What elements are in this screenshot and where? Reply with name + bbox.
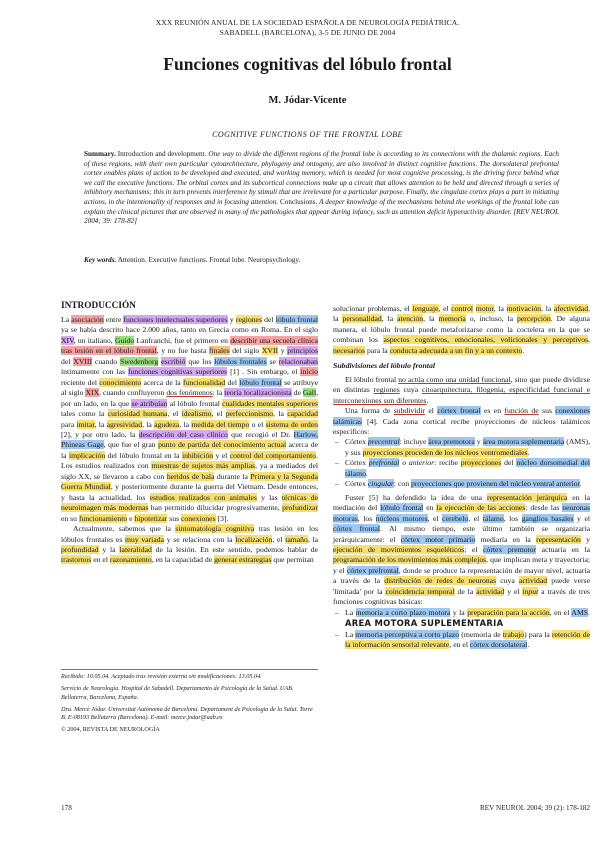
highlighted-phrase: percepción (517, 314, 551, 324)
highlighted-phrase: se atribuían (131, 398, 168, 408)
text-run: . (579, 479, 582, 489)
cognitive-functions-list (333, 608, 590, 651)
text-run: cuando (92, 356, 120, 366)
text-run: Lanfranchi, fue el primero en (134, 335, 231, 345)
highlighted-phrase: córtex frontal (437, 406, 481, 416)
text-run: , y posteriormente durante la guerra del Vietnam. Desde entonces, y hasta la actualidad, los (61, 482, 318, 502)
text-run: del (225, 377, 240, 387)
underlined-phrase: no actúa como una unidad funcional (398, 374, 511, 384)
list-item (333, 630, 590, 651)
text-run: , que implican meta y trayectoria; y el (333, 555, 590, 575)
keywords (84, 256, 559, 266)
highlighted-phrase: atención (397, 314, 424, 324)
highlighted-phrase: perfeccionismo (225, 409, 274, 419)
highlighted-phrase: sintomatología cognitiva (175, 524, 255, 534)
text-run: sus (538, 406, 556, 416)
highlighted-phrase: imitar (76, 419, 95, 429)
highlighted-phrase: hipotetizar (134, 513, 168, 523)
underlined-phrase: regiones (373, 385, 400, 395)
text-run: de la lesión. En este sentido, podemos hablar de (151, 544, 318, 554)
text-run: , en la capacidad de (151, 555, 215, 565)
text-run: y el (504, 586, 523, 596)
highlighted-phrase: control (451, 304, 474, 313)
highlighted-phrase: funcionalidad (182, 377, 226, 387)
text-run: : la (212, 388, 225, 398)
text-run: del siglo (229, 346, 262, 356)
text-run: que recogió el Dr. (227, 429, 294, 439)
highlighted-phrase: ejecución de movimientos esqueléticos (333, 544, 465, 554)
highlighted-phrase: cualidades mentales superiores (222, 398, 318, 408)
text-run: del (61, 356, 74, 366)
highlighted-phrase: memoria a corto plazo motora (355, 607, 451, 617)
text-run: , la (541, 304, 554, 313)
text-run: y el (573, 513, 590, 523)
highlighted-phrase: implicación (68, 450, 106, 460)
text-run: del lóbulo frontal en la (105, 450, 182, 460)
highlighted-phrase: funciones intelectuales superiores (123, 315, 228, 324)
highlighted-phrase: lenguaje (412, 304, 439, 313)
text-run: La (345, 629, 356, 639)
highlighted-phrase: trabajo (502, 629, 525, 639)
text-run: acerca de la (61, 440, 318, 460)
list-item (333, 479, 590, 489)
highlighted-phrase: aspectos cognitivos, emocionales, volicionales y perceptivos (383, 335, 589, 345)
text-run: La (61, 315, 72, 324)
highlighted-phrase: funciones cognitivas superiores (128, 367, 228, 377)
highlighted-phrase: teoría localizacionista (224, 388, 292, 398)
highlighted-phrase: agresividad (106, 419, 143, 429)
text-run: , que fue el gran (103, 440, 159, 450)
text-run: . (588, 607, 590, 617)
highlighted-phrase: prefrontal (368, 458, 400, 468)
highlighted-phrase: coincidencia temporal (385, 586, 455, 596)
text-run: Córtex (345, 437, 368, 447)
section-heading-introduccion: INTRODUCCIÓN (61, 301, 136, 311)
highlighted-phrase: capacidad (287, 409, 318, 419)
highlighted-phrase: conexiones talámicas (333, 406, 590, 426)
text-run: y la (450, 607, 468, 617)
highlighted-phrase: control del comportamiento (229, 450, 317, 460)
received-note: Recibido: 10.05.04. Aceptado tras revisión externa sin modificaciones: 13.05.04. (61, 673, 262, 680)
highlighted-phrase: córtex motor primario (400, 534, 476, 544)
highlighted-phrase: conocimiento (99, 377, 142, 387)
keywords-label: Key words. (84, 256, 117, 264)
text-run: e (127, 513, 135, 523)
highlighted-phrase: preparación para la acción (467, 607, 550, 617)
highlighted-phrase: razonamiento (109, 555, 152, 565)
text-run: , la (179, 419, 192, 429)
text-run: en el (91, 555, 110, 565)
text-run: ; el (464, 544, 484, 554)
text-run: [3]. (215, 513, 229, 523)
text-run: , la (273, 409, 288, 419)
text-run: o, incluso, la (465, 314, 517, 324)
highlighted-phrase: agudeza (154, 419, 180, 429)
text-run: , la (423, 314, 439, 324)
list-item (333, 608, 590, 630)
text-run: (AMS), y sus (345, 437, 590, 457)
highlighted-phrase: ganglios basales (521, 513, 574, 523)
highlighted-phrase: proyecciones (460, 458, 502, 468)
text-run: para la (365, 345, 390, 355)
highlighted-phrase: generar estrategias (214, 555, 272, 565)
text-run: , los (503, 513, 522, 523)
highlighted-phrase: cingular (367, 479, 394, 489)
text-run: , en el (549, 607, 572, 617)
text-run: de (291, 388, 303, 398)
text-run: Córtex (345, 458, 369, 468)
highlighted-phrase: núcleos motores (375, 513, 428, 523)
highlighted-phrase: muy variada (125, 534, 164, 544)
highlighted-phrase: curiosidad humana (107, 409, 168, 419)
text-run: y se relaciona con la (164, 534, 236, 544)
text-run: puede verse 'limitada' por la (333, 576, 591, 596)
highlighted-phrase: lóbulo frontal (380, 503, 424, 513)
footnotes (61, 673, 318, 739)
highlighted-phrase: muestras de sujetos más amplias (151, 461, 256, 471)
text-run: en la mediación del (333, 492, 590, 513)
highlighted-phrase: profundidad (61, 544, 99, 554)
text-run: ya se había descrito hace 2.000 años, tanto en Grecia como en Roma. En el siglo (61, 325, 318, 335)
text-run: solucionar problemas, el (333, 304, 413, 313)
paper-title: Funciones cognitivas del lóbulo frontal (163, 54, 452, 74)
text-run: Una forma de (345, 406, 394, 416)
text-run: , por un lado, en la que (61, 388, 319, 408)
text-run: se atribuye al siglo (61, 377, 318, 398)
highlighted-phrase: input (522, 586, 539, 596)
text-run: [1] . Sin embargo, el (227, 367, 301, 377)
highlighted-phrase: técnicas de neuroimagen más modernas (61, 492, 319, 513)
text-run: cuya (399, 385, 423, 395)
correspondence-note: Dra. Mercè Jódar. Universitat Autònoma de Barcelona. Departament de Psicologia de la Salut. Torre B. E-08193 Bellaterra (Barcelona). E-mail: merce.jodar@uab.es (61, 705, 313, 722)
running-header-line-1: XXX REUNIÓN ANUAL DE LA SOCIEDAD ESPAÑOLA DE NEUROLOGÍA PEDIÁTRICA. (155, 18, 460, 27)
text-run: a través de tres funciones cognitivas básicas: (333, 586, 590, 607)
list-item (333, 458, 590, 479)
text-run: acerca de la (141, 377, 183, 387)
text-run: . De alguna manera, el lóbulo frontal puede metaforizarse como la coctelera en la que se combinan los (333, 314, 590, 345)
running-header (0, 18, 615, 38)
highlighted-phrase: retención de la información sensorial relevante (345, 629, 590, 650)
highlighted-phrase: profundizar (282, 503, 319, 513)
text-run: , los (357, 513, 376, 523)
text-run: , el (427, 513, 443, 523)
list-item (333, 437, 590, 458)
text-run: de la (454, 586, 477, 596)
text-run: : incluye (399, 437, 429, 447)
left-column (61, 300, 318, 566)
text-run: : con (393, 479, 412, 489)
text-run: del (501, 458, 517, 468)
text-run: y la (98, 544, 120, 554)
text-run: , la (333, 304, 590, 324)
keywords-text: Attention. Executive functions. Frontal lobe. Neuropsychology. (116, 256, 301, 264)
paper-author: M. Jódar-Vicente (268, 95, 347, 106)
text-run: , la (381, 314, 398, 324)
text-run: íntimamente con las (61, 367, 129, 377)
text-run: y (474, 437, 483, 447)
text-run: , la (94, 419, 107, 429)
text-run: Actualmente, sabemos que la (73, 524, 176, 534)
text-run: , cuando confluyeron (99, 388, 167, 398)
running-header-line-2: SABADELL (BARCELONA), 3-5 DE JUNIO DE 2004 (219, 28, 396, 37)
text-run: : desde las (525, 503, 563, 513)
highlighted-phrase: medida del tiempo (191, 419, 250, 429)
text-run: [2], y por otro lado, la (61, 429, 139, 439)
text-run: y (580, 534, 591, 544)
abstract-conclusions-label: Conclusions. (278, 197, 318, 206)
text-run: o anterior (399, 458, 435, 468)
highlighted-phrase: conducta adecuada a un fin y a un contexto (389, 345, 523, 355)
abstract-summary-label: Summary. (84, 150, 116, 158)
text-run: , el (211, 409, 226, 419)
text-run: . Los estudios realizados con (61, 450, 318, 471)
highlighted-phrase: describir una secuela clínica tras lesión en el lóbulo frontal (61, 335, 318, 356)
underlined-phrase: dos fenómenos (166, 388, 213, 398)
footnote-rule (61, 669, 318, 670)
intro-paragraph-2 (61, 524, 318, 566)
highlighted-phrase: descripción del caso clínico (138, 429, 228, 439)
copyright-note: © 2004, REVISTA DE NEUROLOGÍA (61, 726, 160, 734)
abstract-intro-text: One way to divide the different regions of the frontal lobe is according to its connections with the thalamic regions. Each of these regions, with their own particular cytoarchitecture, phylogeny and ontogeny, are also involved in distinct cognitive functions. The dorsolateral prefrontal cortex enables plans of action to be developed and executed, and working memory, which is needed for most cognitive processing, is the driving force behind what we call the executive functions. The orbital cortex and its subcortical connections make up a circuit that allows attention to be held and directed through a series of inhibitory mechanisms; this in turn prevents interference by stimuli that are irrelevant for a particular purpose. Finally, the cingulate cortex plays a part in initiating actions, in the intentionality of responses and in focusing attention. (84, 150, 559, 206)
text-run: es en (480, 406, 505, 416)
highlighted-phrase: distribución de redes de neuronas (384, 576, 497, 586)
highlighted-phrase: XVII (261, 346, 279, 356)
handwritten-annotation: AREA MOTORA SUPLEMENTARIA (345, 618, 504, 629)
text-run: y (227, 315, 236, 324)
text-run: ) para la (524, 629, 552, 639)
text-run: del (261, 315, 276, 324)
highlighted-phrase: lóbulos frontales (214, 356, 267, 366)
text-run: , ya a mediados del siglo XX, se llevaron a cabo con (61, 461, 318, 481)
highlighted-phrase: XVIII (73, 356, 93, 366)
text-run: . (527, 447, 530, 457)
highlighted-phrase: neuronas motoras (333, 503, 591, 523)
highlighted-phrase: conexiones (181, 513, 216, 523)
highlighted-phrase: escribió (161, 356, 186, 366)
text-run: al lóbulo frontal (167, 398, 223, 408)
highlighted-phrase: asociación (71, 315, 104, 324)
affiliation-note: Servicio de Neurología. Hospital de Sabadell. Departamento de Psicología de la Salud. UAB. Bellaterra, Barcelona, España. (61, 685, 294, 701)
highlighted-phrase: Primera y la Segunda Guerra Mundial (61, 471, 318, 492)
text-run: reciente del (61, 377, 100, 387)
right-column (333, 304, 590, 651)
highlighted-phrase: punto de partida del conocimiento actual (158, 440, 287, 450)
thalamic-projections-list (333, 437, 590, 489)
text-run: Córtex (345, 479, 368, 489)
text-run: [4]. Cada zona cortical recibe proyecciones de núcleos talámicos específicos: (333, 416, 590, 436)
highlighted-phrase: núcleo dorsomedial del tálamo (345, 458, 590, 478)
subdivisiones-paragraph-2 (333, 406, 590, 437)
text-run: . (522, 345, 525, 355)
highlighted-phrase: cerebelo (442, 513, 469, 523)
text-run: El lóbulo frontal (345, 374, 399, 384)
highlighted-phrase: trastornos (61, 555, 92, 565)
highlighted-phrase: personalidad (342, 314, 382, 324)
highlighted-phrase: la ejecución de las acciones (436, 503, 526, 513)
highlighted-phrase: XIX (85, 388, 100, 398)
text-run: tras lesión en los lóbulos frontales es (61, 524, 318, 544)
underlined-phrase: función de (504, 406, 539, 416)
text-run: se (266, 356, 279, 366)
highlighted-phrase: XIV (61, 335, 74, 345)
highlighted-phrase: precentral (367, 437, 400, 447)
highlighted-phrase: lóbulo frontal (275, 315, 318, 324)
highlighted-phrase: memoria perceptiva a corto plazo (355, 629, 460, 639)
text-run: , la (307, 534, 319, 544)
text-run: entre (103, 315, 124, 324)
text-run: La (345, 607, 356, 617)
text-run: , sino que puede dividirse en distintas (333, 374, 590, 395)
text-run: mediaría en la (475, 534, 537, 544)
highlighted-phrase: finales (209, 346, 230, 356)
highlighted-phrase: Gall (302, 388, 317, 398)
text-run: durante la (214, 471, 251, 481)
highlighted-phrase: Guido (114, 335, 135, 345)
page-number: 178 (61, 804, 72, 812)
highlighted-phrase: tálamo (482, 513, 504, 523)
highlighted-phrase: inicio (300, 367, 318, 377)
highlighted-phrase: proyecciones proceden de los núcleos ventromediales (362, 447, 528, 457)
highlighted-phrase: córtex frontal (333, 524, 381, 534)
text-run: , la (493, 304, 507, 313)
highlighted-phrase: AMS (571, 607, 589, 617)
text-run: que los (185, 356, 215, 366)
highlighted-phrase: programación de los movimientos más complejos (333, 555, 487, 565)
text-run: y el (213, 450, 230, 460)
text-run: , el (468, 513, 483, 523)
highlighted-phrase: sistema de orden (265, 419, 318, 429)
highlighted-phrase: Swedenborg (120, 356, 159, 366)
highlighted-phrase: regiones (235, 315, 262, 324)
text-run: , y no fue hasta (156, 346, 210, 356)
text-run: , la (142, 419, 155, 429)
highlighted-phrase: principios (287, 346, 318, 356)
text-run: (memoria de (459, 629, 503, 639)
highlighted-phrase: actividad (476, 586, 505, 596)
text-run: actuaría en la (536, 544, 590, 554)
highlighted-phrase: córtex premotor (483, 544, 537, 554)
highlighted-phrase: lateralidad (119, 544, 152, 554)
highlighted-phrase: área premotora (428, 437, 475, 447)
text-run: tales como la (61, 409, 108, 419)
text-run: en (423, 503, 437, 513)
text-run: sus (167, 513, 181, 523)
highlighted-phrase: córtex dorsolateral (469, 640, 528, 650)
highlighted-phrase: proyecciones que provienen del núcleo ventral anterior (411, 479, 580, 489)
highlighted-phrase: heridos de bala (166, 471, 215, 481)
highlighted-phrase: lóbulo frontal (239, 377, 282, 387)
highlighted-phrase: necesarios (333, 345, 366, 355)
subdivisiones-paragraph-1 (333, 375, 590, 406)
underlined-phrase: citoarquitectura, filogenia, especificidad funcional e interconexiones son diferentes (333, 385, 590, 405)
text-run: han permitido dilucidar progresivamente, (148, 503, 283, 513)
fuster-paragraph (333, 493, 590, 608)
highlighted-phrase: idealismo (181, 409, 212, 419)
text-run: , el (272, 534, 286, 544)
text-run: . (365, 468, 368, 478)
text-run: y las (256, 492, 282, 502)
text-run: , donde se produce la representación de mayor nivel, actuaría a través de la (333, 565, 590, 586)
highlighted-phrase: estudios realizados con animales (149, 492, 257, 502)
text-run: y (278, 346, 288, 356)
underlined-phrase: subdividir (393, 406, 425, 416)
text-run: , el (167, 409, 182, 419)
text-run: Fuster [5] ha defendido la idea de una (345, 492, 487, 502)
text-run: o el (249, 419, 266, 429)
intro-paragraph-1 (61, 315, 318, 524)
text-run: : recibe (434, 458, 461, 468)
text-run: , (588, 335, 590, 345)
text-run: cuya (496, 576, 519, 586)
text-run: para (61, 419, 77, 429)
highlighted-phrase: área motora suplementaria (482, 437, 565, 447)
text-run: que permitan (271, 555, 314, 565)
abstract-citation: [REV NEUROL 2004; 39: 178-82] (84, 207, 559, 226)
abstract (84, 150, 559, 227)
highlighted-phrase: tamaño (285, 534, 308, 544)
subheading-subdivisiones: Subdivisiones del lóbulo frontal (333, 361, 436, 371)
text-run: . Al mismo tiempo, este último también se organizaría jerárquicamente: el (333, 524, 591, 544)
highlighted-phrase: inhibición (181, 450, 214, 460)
highlighted-phrase: localización (235, 534, 273, 544)
highlighted-phrase: representación jerárquica (486, 492, 568, 502)
text-run: . (527, 640, 530, 650)
highlighted-phrase: memoria (438, 314, 466, 324)
highlighted-phrase: motor (475, 304, 494, 313)
abstract-conclusions-text: A deeper knowledge of the mechanisms behind the workings of the frontal lobe can explain the clinical pictures that are observed in many of the pathologies that appear during infancy, such as attention deficit hyperactivity disorder. (84, 197, 559, 216)
text-run: , un italiano, (73, 335, 115, 345)
text-run: en su (61, 513, 79, 523)
highlighted-phrase: relacionaban (278, 356, 319, 366)
highlighted-phrase: Harlow, Phineas Gage (61, 429, 318, 450)
highlighted-phrase: córtex prefrontal (346, 565, 399, 575)
text-run: , el (438, 304, 452, 313)
text-run: . (426, 395, 429, 405)
highlighted-phrase: representación (536, 534, 581, 544)
text-run: , en el (449, 640, 470, 650)
highlighted-phrase: afectividad (553, 304, 589, 313)
highlighted-phrase: motivación (506, 304, 542, 313)
abstract-intro-label: Introduction and development. (115, 150, 207, 158)
journal-reference: REV NEUROL 2004; 39 (2): 178-182 (479, 804, 590, 812)
highlighted-phrase: funcionamiento (78, 513, 128, 523)
body-paragraph-continued (333, 304, 590, 356)
highlighted-phrase: actividad (518, 576, 548, 586)
english-title: COGNITIVE FUNCTIONS OF THE FRONTAL LOBE (212, 130, 403, 139)
text-run: el (424, 406, 438, 416)
